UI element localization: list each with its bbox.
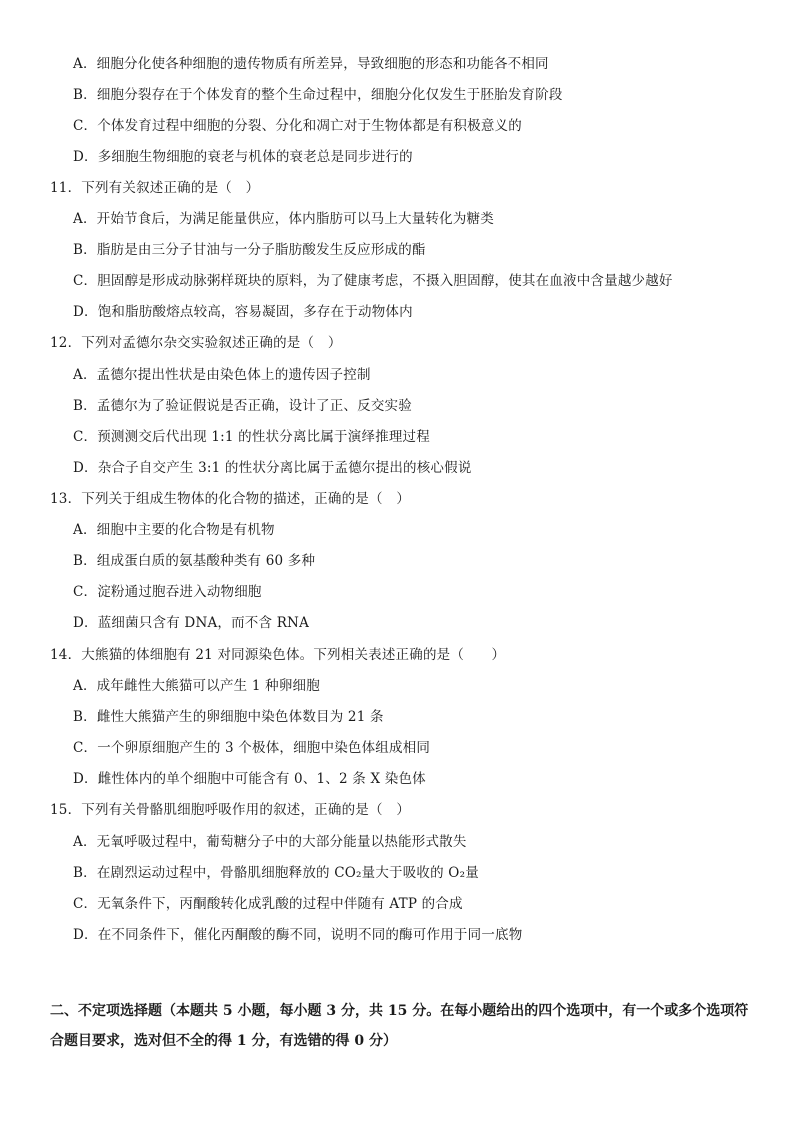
question-13-option-c: C．淀粉通过胞吞进入动物细胞 bbox=[73, 584, 262, 600]
question-12-option-d: D．杂合子自交产生 3:1 的性状分离比属于孟德尔提出的核心假说 bbox=[73, 460, 472, 476]
question-11-option-c: C．胆固醇是形成动脉粥样斑块的原料，为了健康考虑，不摄入胆固醇，使其在血液中含量越少越好 bbox=[73, 273, 673, 289]
question-12-option-b: B．孟德尔为了验证假说是否正确，设计了正、反交实验 bbox=[73, 398, 412, 414]
question-11-option-a: A．开始节食后，为满足能量供应，体内脂肪可以马上大量转化为糖类 bbox=[73, 211, 494, 227]
question-14-option-a: A．成年雌性大熊猫可以产生 1 种卵细胞 bbox=[73, 678, 320, 694]
question-15-option-d: D．在不同条件下，催化丙酮酸的酶不同，说明不同的酶可作用于同一底物 bbox=[73, 927, 523, 943]
question-11-stem: 11．下列有关叙述正确的是（ ） bbox=[50, 180, 260, 196]
question-13-stem: 13．下列关于组成生物体的化合物的描述，正确的是（ ） bbox=[50, 491, 411, 507]
question-14-option-b: B．雌性大熊猫产生的卵细胞中染色体数目为 21 条 bbox=[73, 709, 384, 725]
question-15-option-a: A．无氧呼吸过程中，葡萄糖分子中的大部分能量以热能形式散失 bbox=[73, 834, 467, 850]
question-11-option-d: D．饱和脂肪酸熔点较高，容易凝固，多存在于动物体内 bbox=[73, 304, 413, 320]
question-15-stem: 15．下列有关骨骼肌细胞呼吸作用的叙述，正确的是（ ） bbox=[50, 802, 411, 818]
option-b: B．细胞分裂存在于个体发育的整个生命过程中，细胞分化仅发生于胚胎发育阶段 bbox=[73, 87, 563, 103]
section-heading: 二、不定项选择题（本题共 5 小题，每小题 3 分，共 15 分。在每小题给出的四个选项中，有一个或多个选项符合题目要求，选对但不全的得 1 分，有选错的得 0 分） bbox=[50, 1003, 749, 1049]
question-14-stem: 14．大熊猫的体细胞有 21 对同源染色体。下列相关表述正确的是（ ） bbox=[50, 647, 506, 663]
option-c: C．个体发育过程中细胞的分裂、分化和凋亡对于生物体都是有积极意义的 bbox=[73, 118, 522, 134]
question-15-option-b: B．在剧烈运动过程中，骨骼肌细胞释放的 CO₂量大于吸收的 O₂量 bbox=[73, 865, 479, 881]
question-12-option-a: A．孟德尔提出性状是由染色体上的遗传因子控制 bbox=[73, 367, 371, 383]
question-13-option-b: B．组成蛋白质的氨基酸种类有 60 多种 bbox=[73, 553, 316, 569]
option-a: A．细胞分化使各种细胞的遗传物质有所差异，导致细胞的形态和功能各不相同 bbox=[73, 56, 549, 72]
question-14-option-d: D．雌性体内的单个细胞中可能含有 0、1、2 条 X 染色体 bbox=[73, 771, 426, 787]
option-d: D．多细胞生物细胞的衰老与机体的衰老总是同步进行的 bbox=[73, 149, 413, 165]
question-14-option-c: C．一个卵原细胞产生的 3 个极体，细胞中染色体组成相同 bbox=[73, 740, 431, 756]
question-15-option-c: C．无氧条件下，丙酮酸转化成乳酸的过程中伴随有 ATP 的合成 bbox=[73, 896, 463, 912]
question-12-option-c: C．预测测交后代出现 1:1 的性状分离比属于演绎推理过程 bbox=[73, 429, 430, 445]
question-13-option-d: D．蓝细菌只含有 DNA，而不含 RNA bbox=[73, 615, 310, 631]
question-11-option-b: B．脂肪是由三分子甘油与一分子脂肪酸发生反应形成的酯 bbox=[73, 242, 426, 258]
question-12-stem: 12．下列对孟德尔杂交实验叙述正确的是（ ） bbox=[50, 335, 342, 351]
question-13-option-a: A．细胞中主要的化合物是有机物 bbox=[73, 522, 275, 538]
